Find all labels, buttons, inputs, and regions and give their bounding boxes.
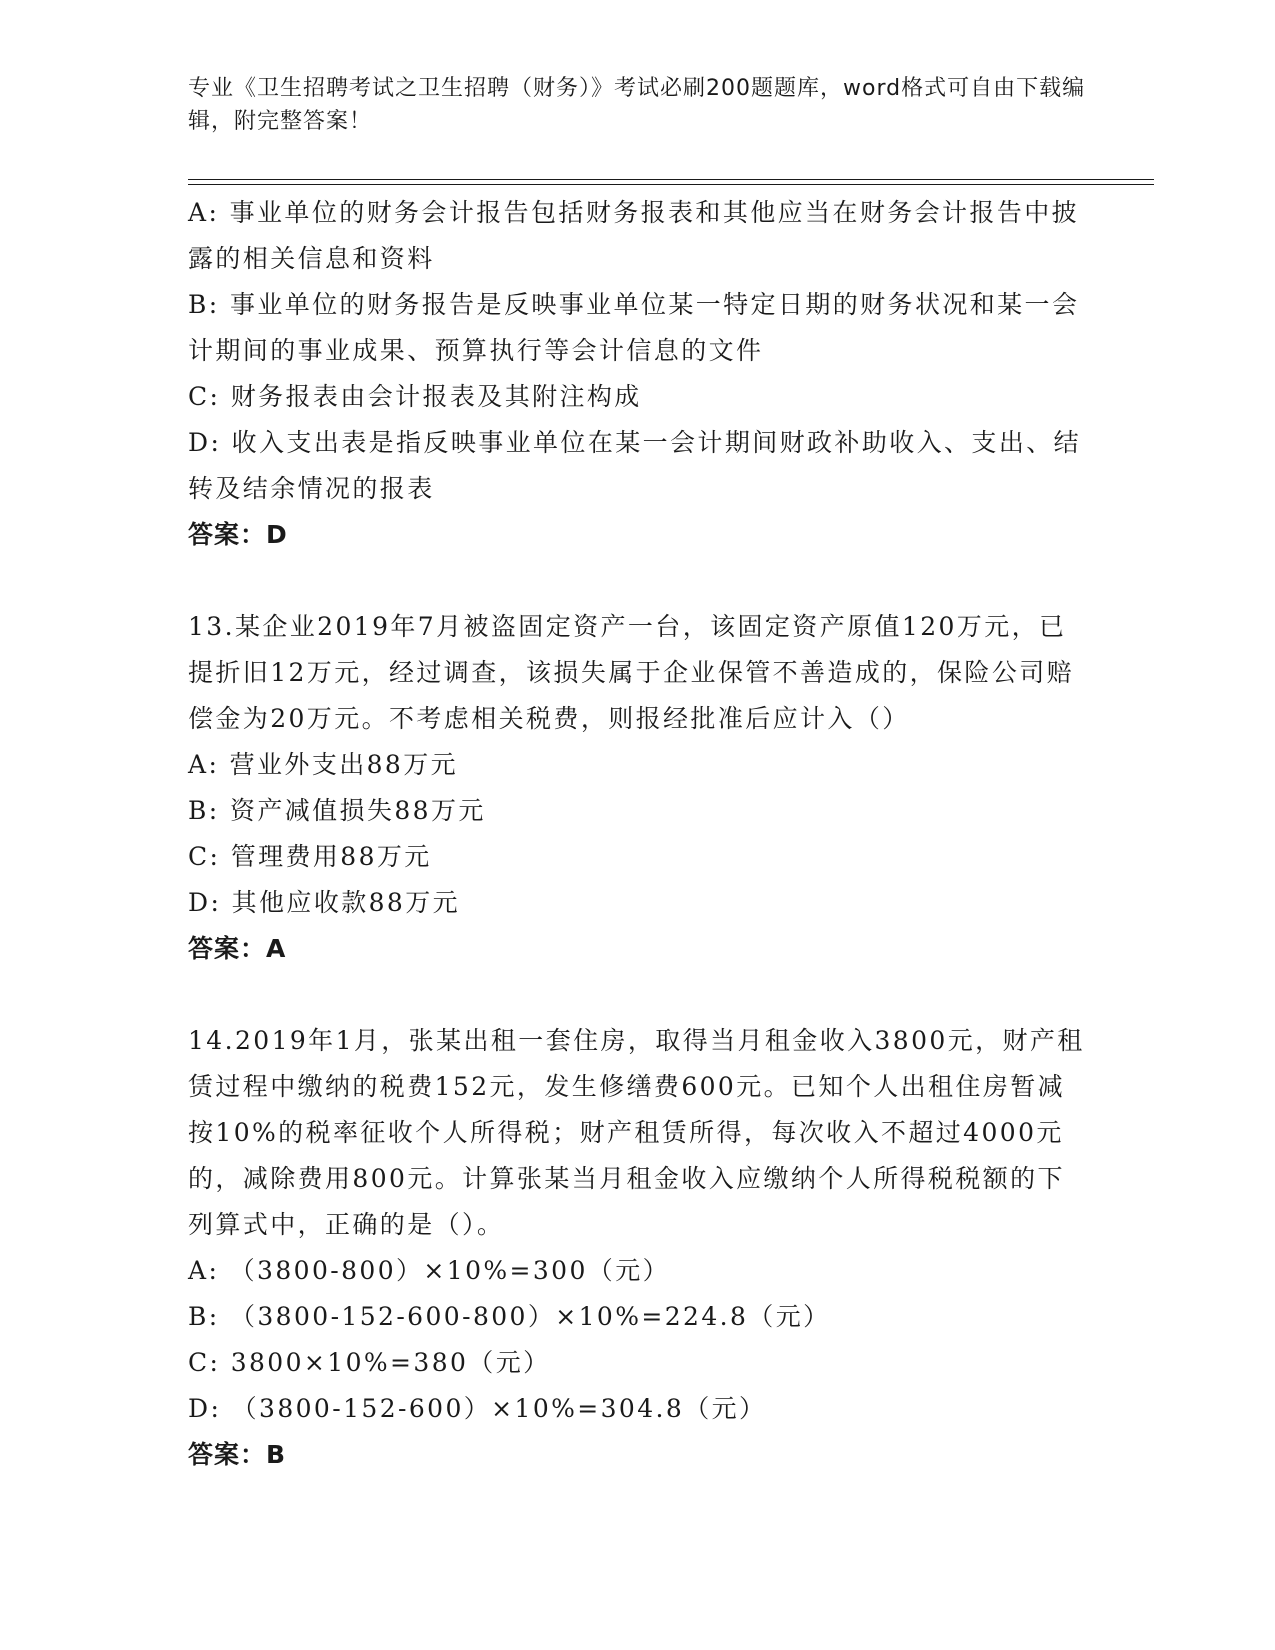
question-14 <box>188 1018 1088 1478</box>
option-a: A: 事业单位的财务会计报告包括财务报表和其他应当在财务会计报告中披露的相关信息和资料 <box>188 198 1080 273</box>
option-a: A: 营业外支出88万元 <box>188 750 459 779</box>
header-rule-top <box>188 179 1154 180</box>
option-b: B: 事业单位的财务报告是反映事业单位某一特定日期的财务状况和某一会计期间的事业成果、预算执行等会计信息的文件 <box>188 290 1080 365</box>
header-rule-bottom <box>188 184 1154 185</box>
question-13 <box>188 604 1088 972</box>
spacer <box>188 558 1088 604</box>
question-12 <box>188 190 1088 558</box>
spacer <box>188 972 1088 1018</box>
document-header: 专业《卫生招聘考试之卫生招聘（财务）》考试必刷200题题库，word格式可自由下载编辑，附完整答案！ <box>188 76 1086 134</box>
question-stem: 13.某企业2019年7月被盗固定资产一台，该固定资产原值120万元，已提折旧12万元，经过调查，该损失属于企业保管不善造成的，保险公司赔偿金为20万元。不考虑相关税费，则报经批准后应计入（） <box>188 612 1075 733</box>
option-c: C: 3800×10%=380（元） <box>188 1348 551 1377</box>
question-stem: 14.2019年1月，张某出租一套住房，取得当月租金收入3800元，财产租赁过程中缴纳的税费152元，发生修缮费600元。已知个人出租住房暂减按10%的税率征收个人所得税；财产租赁所得，每次收入不超过4000元的，减除费用800元。计算张某当月租金收入应缴纳个人所得税税额的下列算式中，正确的是（）。 <box>188 1026 1085 1239</box>
option-c: C: 财务报表由会计报表及其附注构成 <box>188 382 642 411</box>
document-body <box>188 190 1088 1478</box>
option-b: B: 资产减值损失88万元 <box>188 796 486 825</box>
option-b: B: （3800-152-600-800）×10%=224.8（元） <box>188 1302 831 1331</box>
option-d: D: 其他应收款88万元 <box>188 888 461 917</box>
option-a: A: （3800-800）×10%=300（元） <box>188 1256 670 1285</box>
answer: 答案：D <box>188 520 288 549</box>
answer: 答案：B <box>188 1440 287 1469</box>
option-d: D: 收入支出表是指反映事业单位在某一会计期间财政补助收入、支出、结转及结余情况的报表 <box>188 428 1082 503</box>
option-c: C: 管理费用88万元 <box>188 842 432 871</box>
answer: 答案：A <box>188 934 287 963</box>
option-d: D: （3800-152-600）×10%=304.8（元） <box>188 1394 767 1423</box>
